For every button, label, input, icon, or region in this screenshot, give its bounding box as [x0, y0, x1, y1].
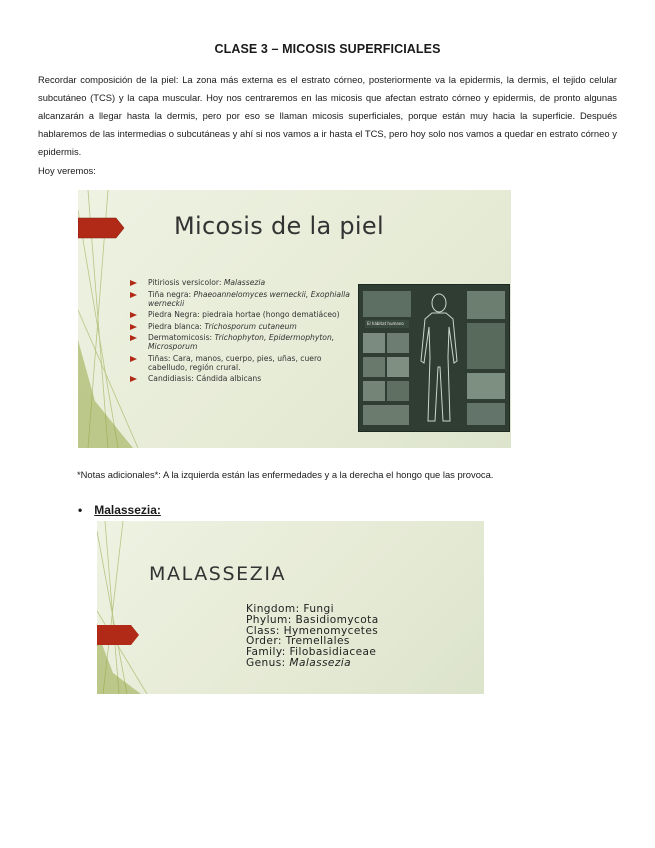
- arrow-bullet-icon: [130, 335, 137, 341]
- list-item: Class: Hymenomycetes: [246, 624, 379, 637]
- arrow-bullet-icon: [130, 376, 137, 382]
- photo-panel: [363, 357, 385, 377]
- book-header: El hábitat humano: [365, 320, 409, 328]
- photo-panel: [467, 323, 505, 369]
- slide1-disease-list: [130, 278, 350, 386]
- section-heading-malassezia: • Malassezia:: [78, 503, 161, 517]
- document-title: CLASE 3 – MICOSIS SUPERFICIALES: [214, 42, 441, 56]
- hoy-veremos-label: Hoy veremos:: [38, 165, 96, 176]
- photo-panel: [387, 381, 409, 401]
- list-item: Pitiriosis versicolor: Malassezia: [130, 278, 350, 287]
- photo-panel: [363, 405, 409, 425]
- taxonomy-list: [246, 604, 379, 669]
- arrow-bullet-icon: [130, 312, 137, 318]
- slide-micosis-de-la-piel: [78, 190, 511, 448]
- slide1-title: Micosis de la piel: [174, 212, 384, 240]
- photo-panel: [467, 373, 505, 399]
- list-item: Dermatomicosis: Trichophyton, Epidermophyton, Microsporum: [130, 333, 350, 351]
- list-item: Family: Filobasidiaceae: [246, 646, 377, 659]
- notas-adicionales: *Notas adicionales*: A la izquierda están las enfermedades y a la derecha el hongo que las provoca.: [77, 469, 494, 480]
- photo-panel: [363, 381, 385, 401]
- list-item: Tiñas: Cara, manos, cuerpo, pies, uñas, cuero cabelludo, región crural.: [130, 354, 350, 372]
- list-item: Phylum: Basidiomycota: [246, 613, 379, 626]
- intro-paragraph: Recordar composición de la piel: La zona más externa es el estrato córneo, posteriormente va la epidermis, la dermis, el tejido celular subcutáneo (TCS) y la capa muscular. Hoy nos centraremos en las micosis que afectan estrato córneo y epidermis, de pronto algunas alcanzarán a llegar hasta la dermis, pero por eso se llaman micosis superficiales, porque están muy hacia la superficie. Después hablaremos de las intermedias o subcutáneas y ahí si nos vamos a ir hasta el TCS, pero hoy solo nos vamos a quedar en estrato córneo y epidermis.: [38, 74, 617, 157]
- photo-panel: [363, 333, 385, 353]
- list-item: Kingdom: Fungi: [246, 603, 335, 615]
- photo-panel: [467, 291, 505, 319]
- arrow-bullet-icon: [130, 324, 137, 330]
- photo-panel: [363, 291, 411, 317]
- list-item: Order: Tremellales: [246, 635, 350, 648]
- list-item: Genus: Malassezia: [246, 656, 352, 669]
- arrow-bullet-icon: [130, 280, 137, 286]
- photo-panel: [387, 357, 409, 377]
- human-habitat-book-image: [358, 284, 510, 432]
- arrow-bullet-icon: [130, 356, 137, 362]
- slide-malassezia: [97, 521, 484, 694]
- list-item: Piedra Negra: piedraia hortae (hongo dematiáceo): [130, 310, 350, 319]
- list-item: Tiña negra: Phaeoannelomyces werneckii, Exophialla werneckii: [130, 290, 350, 308]
- list-item: Candidiasis: Cándida albicans: [130, 374, 350, 383]
- slide2-title: MALASSEZIA: [149, 563, 287, 585]
- photo-panel: [387, 333, 409, 353]
- arrow-bullet-icon: [130, 292, 137, 298]
- list-item: Piedra blanca: Trichosporum cutaneum: [130, 322, 350, 331]
- human-body-figure-icon: [415, 291, 463, 425]
- bullet-dot-icon: •: [78, 503, 83, 517]
- photo-panel: [467, 403, 505, 425]
